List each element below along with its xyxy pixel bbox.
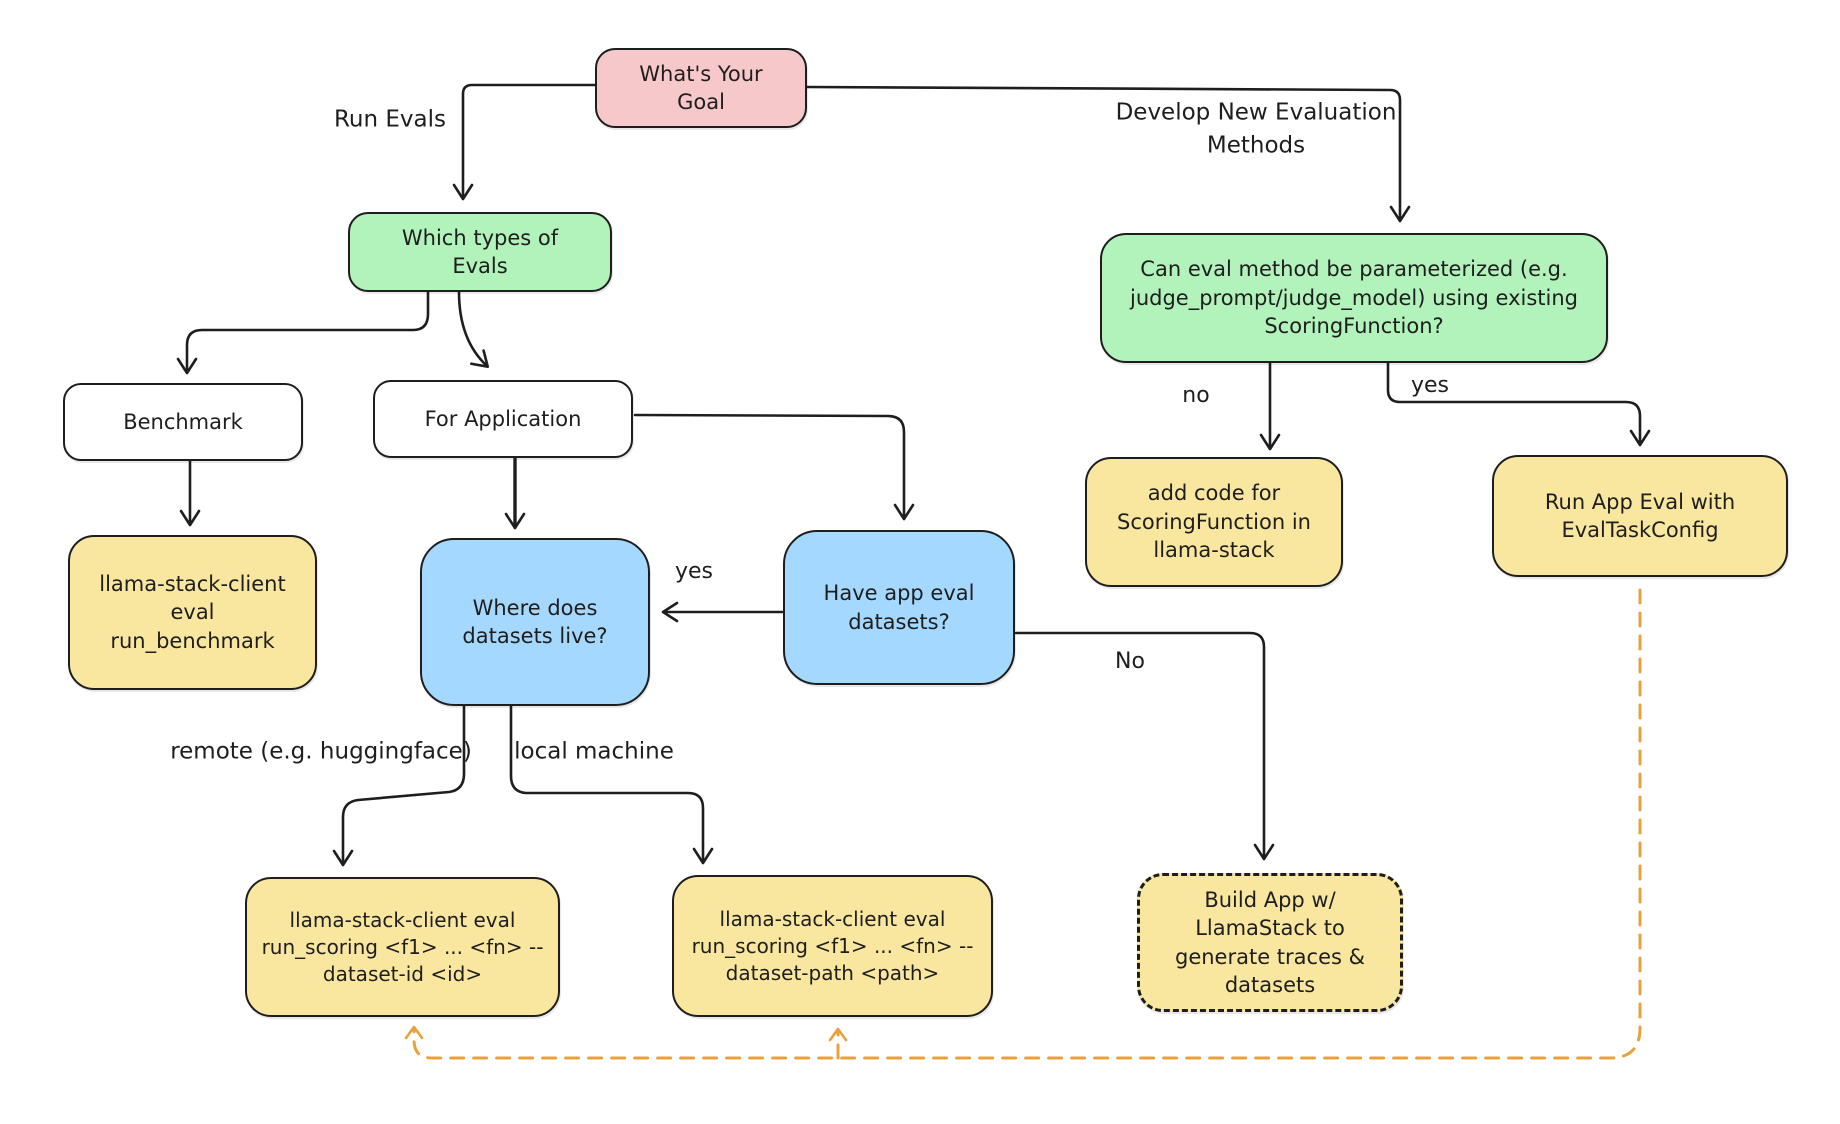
node-param-question-label: Can eval method be parameterized (e.g. judge_prompt/judge_model) using existing ScoringFunction? <box>1129 257 1578 339</box>
edge-label-remote-huggingface: remote (e.g. huggingface) <box>170 738 472 765</box>
edge-label-yes-mid: yes <box>674 559 714 585</box>
node-run-benchmark-cmd <box>68 535 317 690</box>
node-run-scoring-dataset-id <box>245 877 560 1017</box>
edge-where-datasets-to-run-scoring-path <box>511 706 703 862</box>
edge-where-datasets-to-run-scoring-id <box>343 706 464 864</box>
node-add-code-scoringfunction-label: add code for ScoringFunction in llama-stack <box>1117 481 1311 563</box>
node-build-app-llamastack <box>1137 873 1403 1012</box>
node-have-app-eval-datasets <box>783 530 1015 685</box>
node-run-scoring-dataset-id-label: llama-stack-client eval run_scoring <f1> ... <fn> --dataset-id <id> <box>261 907 544 986</box>
node-param-question <box>1100 233 1608 363</box>
edge-label-no-mid: No <box>1115 649 1145 675</box>
edge-label-run-evals: Run Evals <box>333 106 447 133</box>
node-which-types-of-evals <box>348 212 612 292</box>
node-for-application-label: For Application <box>424 406 582 431</box>
node-run-benchmark-cmd-label: llama-stack-client eval run_benchmark <box>99 571 286 653</box>
node-run-scoring-dataset-path <box>672 875 993 1017</box>
edge-label-yes-right: yes <box>1410 373 1450 399</box>
node-which-types-of-evals-label: Which types of Evals <box>401 225 559 278</box>
node-where-datasets-live <box>420 538 650 706</box>
edge-which-types-to-for-application <box>459 292 487 366</box>
node-where-datasets-live-label: Where does datasets live? <box>462 595 608 648</box>
node-run-app-eval-label: Run App Eval with EvalTaskConfig <box>1544 489 1736 542</box>
node-run-scoring-dataset-path-label: llama-stack-client eval run_scoring <f1> ... <fn> --dataset-path <path> <box>691 906 974 985</box>
edge-which-types-to-benchmark <box>187 292 428 372</box>
node-run-app-eval <box>1492 455 1788 577</box>
edge-label-local-machine: local machine <box>514 738 674 765</box>
edge-goal-to-which-types <box>463 85 595 198</box>
node-whats-your-goal <box>595 48 807 128</box>
node-have-app-eval-datasets-label: Have app eval datasets? <box>823 581 975 634</box>
edge-label-develop-new-evaluation-methods: Develop New Evaluation Methods <box>1115 99 1397 159</box>
edge-for-application-to-have-datasets <box>635 415 904 518</box>
edge-label-no-left: no <box>1182 383 1210 409</box>
node-benchmark-label: Benchmark <box>123 409 243 434</box>
node-for-application <box>373 380 633 458</box>
node-whats-your-goal-label: What's Your Goal <box>639 61 763 114</box>
node-add-code-scoringfunction <box>1085 457 1343 587</box>
node-benchmark <box>63 383 303 461</box>
node-build-app-llamastack-label: Build App w/ LlamaStack to generate traces & datasets <box>1174 887 1365 997</box>
